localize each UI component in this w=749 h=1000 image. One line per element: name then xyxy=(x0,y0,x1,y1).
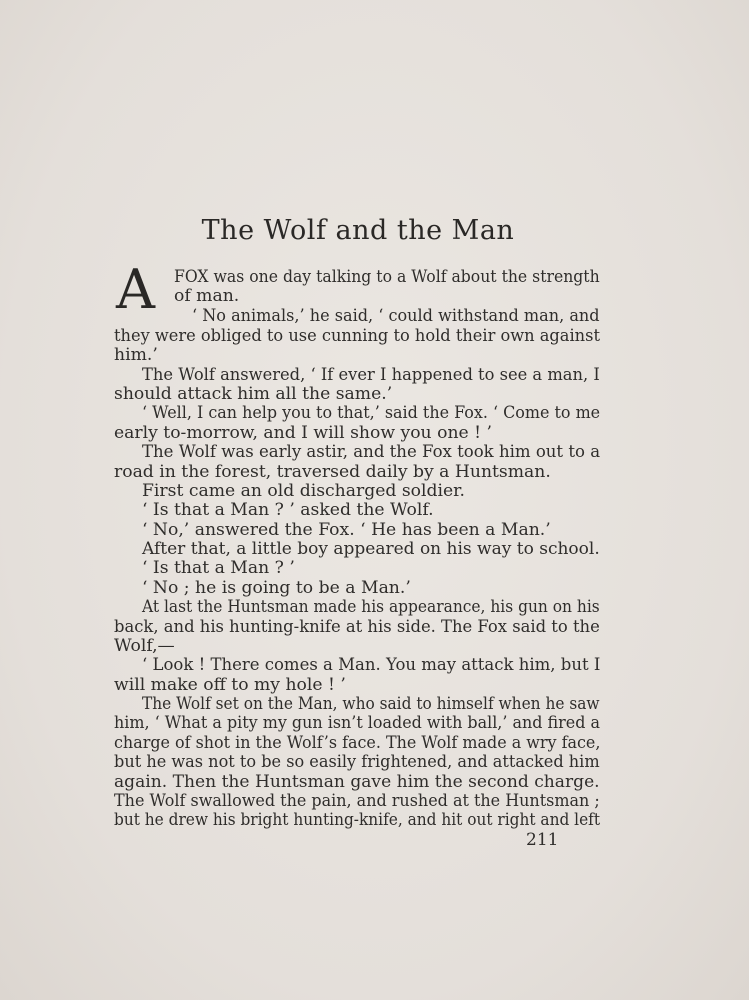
text-line: him, ‘ What a pity my gun isn’t loaded with ball,’ and fired a xyxy=(114,713,601,733)
text-line: will make off to my hole ! ’ xyxy=(114,675,346,695)
text-line: At last the Huntsman made his appearance, his gun on his xyxy=(142,597,600,617)
text-line: ‘ No animals,’ he said, ‘ could withstand man, and xyxy=(192,306,600,326)
text-line: The Wolf was early astir, and the Fox took him out to a xyxy=(142,442,601,462)
text-line: early to-morrow, and I will show you one ! ’ xyxy=(114,423,492,443)
text-line: The Wolf swallowed the pain, and rushed at the Huntsman ; xyxy=(114,791,600,811)
text-line: The Wolf answered, ‘ If ever I happened to see a man, I xyxy=(142,365,600,385)
text-line: should attack him all the same.’ xyxy=(114,384,393,404)
text-line: After that, a little boy appeared on his way to school. xyxy=(142,539,600,559)
text-line: ‘ Look ! There comes a Man. You may attack him, but I xyxy=(142,655,601,675)
text-line: charge of shot in the Wolf’s face. The Wolf made a wry face, xyxy=(114,733,601,753)
text-line: they were obliged to use cunning to hold their own against xyxy=(114,326,600,346)
text-line: The Wolf set on the Man, who said to himself when he saw xyxy=(142,694,600,714)
text-line: ‘ Is that a Man ? ’ asked the Wolf. xyxy=(142,500,434,520)
text-line: road in the forest, traversed daily by a Huntsman. xyxy=(114,462,551,482)
page-title: The Wolf and the Man xyxy=(201,215,515,246)
text-line: but he drew his bright hunting-knife, and hit out right and left xyxy=(114,810,601,830)
text-line: but he was not to be so easily frightened, and attacked him xyxy=(114,752,600,772)
text-line: ‘ No,’ answered the Fox. ‘ He has been a Man.’ xyxy=(142,520,551,540)
text-line: FOX was one day talking to a Wolf about the strength xyxy=(174,267,600,287)
text-line: ‘ Is that a Man ? ’ xyxy=(142,558,295,578)
page-number: 211 xyxy=(526,830,559,850)
text-line: Wolf,— xyxy=(114,636,175,656)
text-line: First came an old discharged soldier. xyxy=(142,481,465,501)
text-line: of man. xyxy=(174,286,240,306)
text-line: him.’ xyxy=(114,345,158,365)
text-line: back, and his hunting-knife at his side. The Fox said to the xyxy=(114,617,600,637)
text-line: ‘ No ; he is going to be a Man.’ xyxy=(142,578,411,598)
text-line: ‘ Well, I can help you to that,’ said the Fox. ‘ Come to me xyxy=(142,403,601,423)
text-line: again. Then the Huntsman gave him the second charge. xyxy=(114,772,600,792)
drop-cap: A xyxy=(116,258,155,321)
